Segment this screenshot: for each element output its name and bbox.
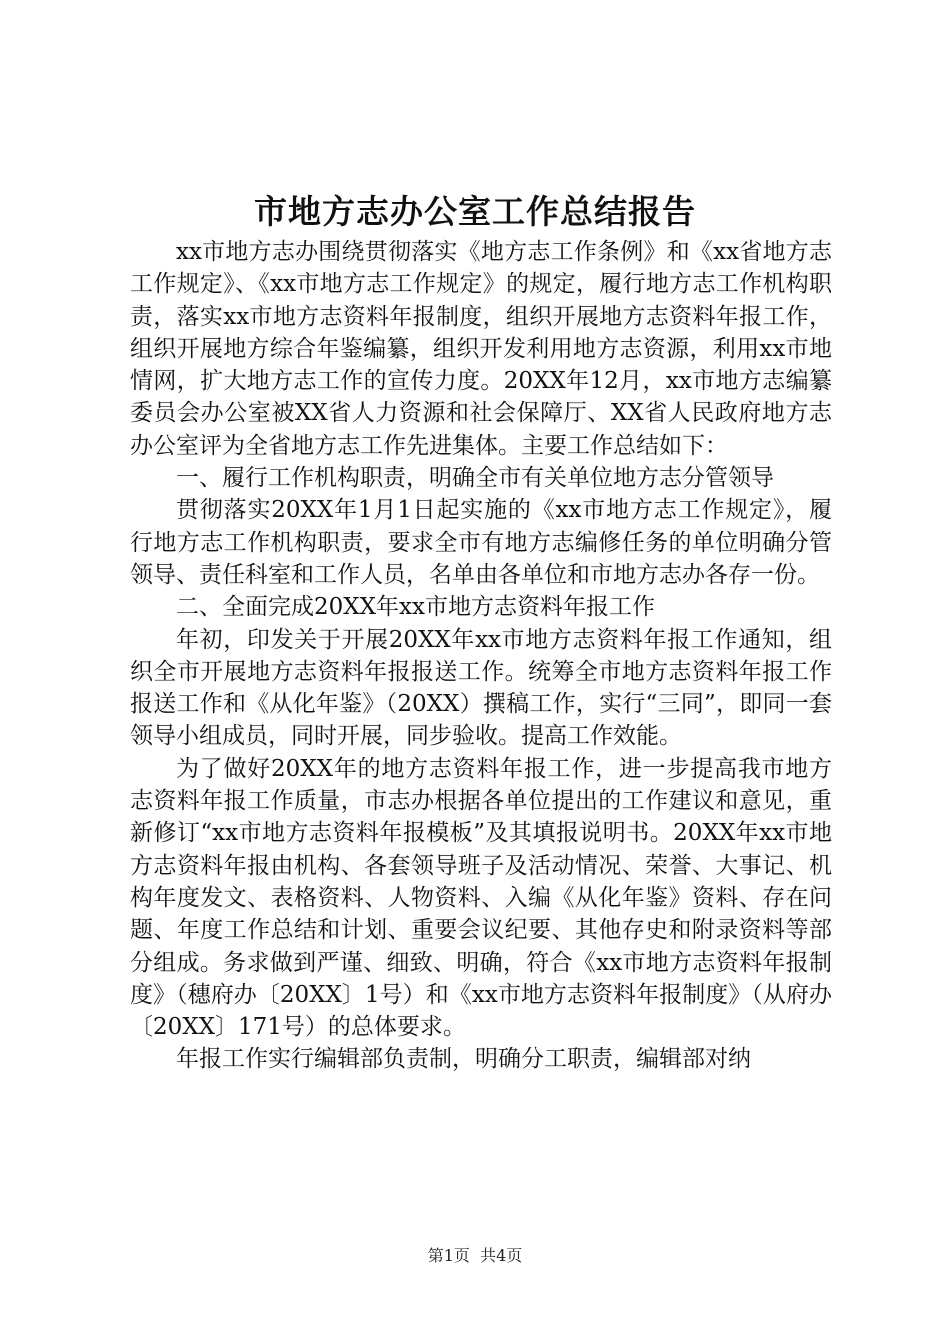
page-footer xyxy=(0,1243,950,1266)
paragraph-section-2c: 年报工作实行编辑部负责制，明确分工职责，编辑部对纳 xyxy=(176,1046,751,1073)
document-title: 市地方志办公室工作总结报告 xyxy=(254,192,696,231)
page-number: 第1页 共4页 xyxy=(427,1246,523,1265)
paragraph-section-2b: 为了做好20XX年的地方志资料年报工作，进一步提高我市地方志资料年报工作质量，市志办根据各单位提出的工作建议和意见，重新修订“xx市地方志资料年报模板”及其填报说明书。20XX年xx市地方志资料年报由机构、各套领导班子及活动情况、荣誉、大事记、机构年度发文、表格资料、人物资料、入编《从化年鉴》资料、存在问题、年度工作总结和计划、重要会议纪要、其他存史和附录资料等部分组成。务求做到严谨、细致、明确，符合《xx市地方志资料年报制度》（穗府办〔20XX〕1号）和《xx市地方志资料年报制度》（从府办〔20XX〕171号）的总体要求。 xyxy=(130,755,832,1041)
paragraph-section-1: 贯彻落实20XX年1月1日起实施的《xx市地方志工作规定》，履行地方志工作机构职责，要求全市有地方志编修任务的单位明确分管领导、责任科室和工作人员，名单由各单位和市地方志办各存一份。 xyxy=(130,497,832,588)
paragraph-intro: xx市地方志办围绕贯彻落实《地方志工作条例》和《xx省地方志工作规定》、《xx市地方志工作规定》的规定，履行地方志工作机构职责，落实xx市地方志资料年报制度，组织开展地方志资料年报工作，组织开展地方综合年鉴编纂，组织开发利用地方志资源，利用xx市地情网，扩大地方志工作的宣传力度。20XX年12月，xx市地方志编纂委员会办公室被XX省人力资源和社会保障厅、XX省人民政府地方志办公室评为全省地方志工作先进集体。主要工作总结如下： xyxy=(130,239,832,459)
paragraph-section-2a: 年初，印发关于开展20XX年xx市地方志资料年报工作通知，组织全市开展地方志资料年报报送工作。统筹全市地方志资料年报工作报送工作和《从化年鉴》（20XX）撰稿工作，实行“三同”，即同一套领导小组成员，同时开展，同步验收。提高工作效能。 xyxy=(130,626,832,750)
document-body xyxy=(130,236,832,1076)
section-heading-1: 一、履行工作机构职责，明确全市有关单位地方志分管领导 xyxy=(176,465,774,492)
section-heading-2: 二、全面完成20XX年xx市地方志资料年报工作 xyxy=(176,594,655,621)
